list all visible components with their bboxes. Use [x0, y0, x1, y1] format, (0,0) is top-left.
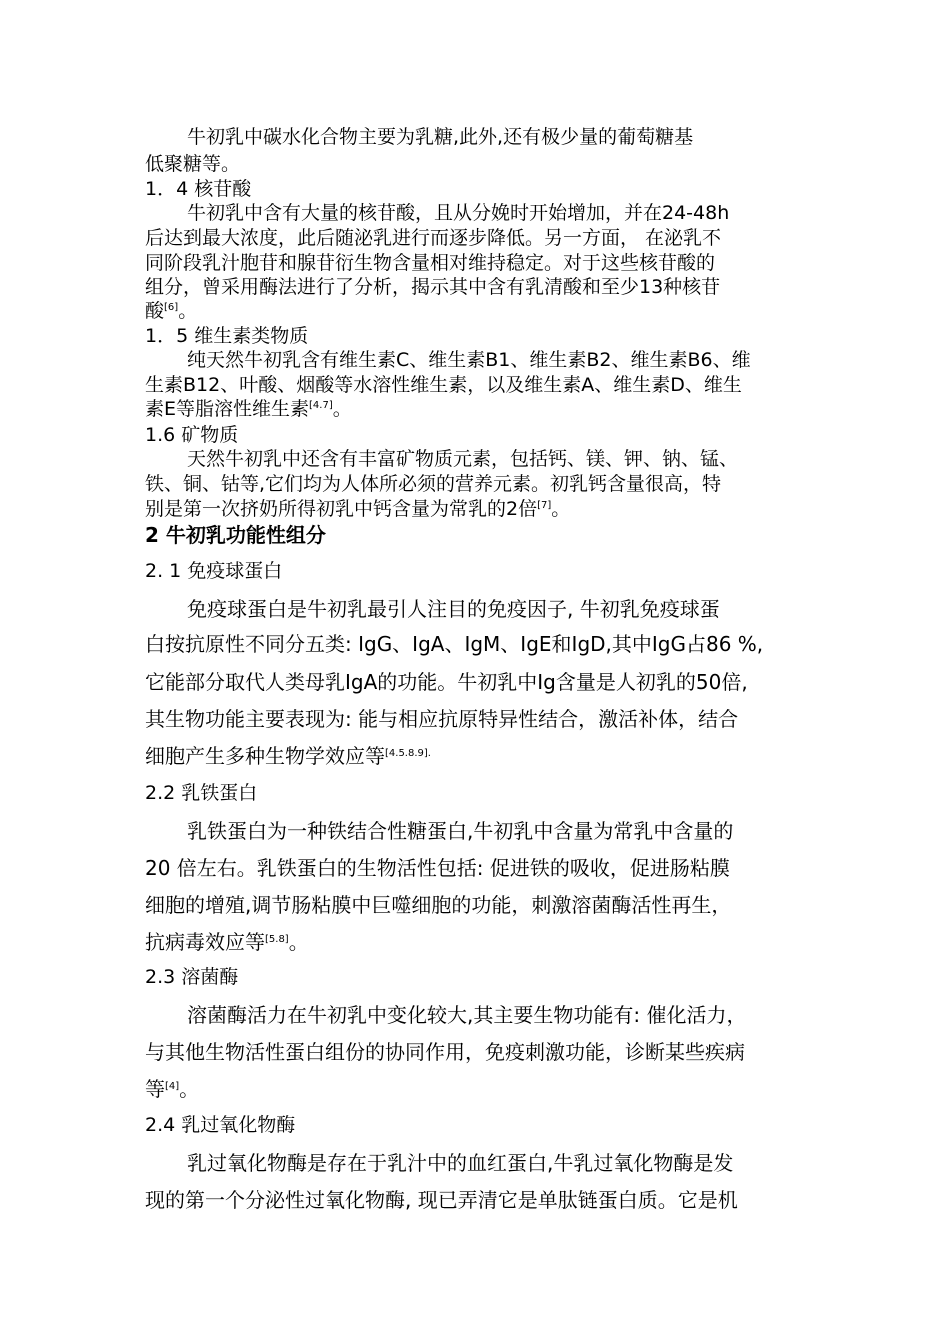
- lactoferrin-paragraph-line: 乳铁蛋白为一种铁结合性糖蛋白,牛初乳中含量为常乳中含量的: [187, 819, 734, 843]
- nucleotide-paragraph-line: 同阶段乳汁胞苷和腺苷衍生物含量相对维持稳定。对于这些核苷酸的: [145, 252, 716, 274]
- nucleotide-paragraph-line: [0, 302, 950, 321]
- carbohydrate-paragraph-line: 牛初乳中碳水化合物主要为乳糖,此外,还有极少量的葡萄糖基: [187, 126, 694, 148]
- heading-immunoglobulin: 2. 1 免疫球蛋白: [145, 560, 283, 582]
- line-text: 抗病毒效应等: [145, 930, 265, 954]
- heading-lysozyme: 2.3 溶菌酶: [145, 966, 239, 988]
- citation-ref: [6]: [164, 302, 179, 313]
- citation-ref: [4.5.8.9].: [385, 748, 431, 759]
- citation-ref: [5.8]: [265, 934, 289, 945]
- citation-ref: [4]: [165, 1081, 180, 1092]
- line-text: 等: [145, 1077, 165, 1101]
- lysozyme-paragraph-line: 溶菌酶活力在牛初乳中变化较大,其主要生物功能有: 催化活力，: [187, 1003, 747, 1027]
- lysozyme-paragraph-line: [0, 1079, 950, 1099]
- lactoferrin-paragraph-line: 20 倍左右。乳铁蛋白的生物活性包括: 促进铁的吸收，促进肠粘膜: [145, 856, 730, 880]
- line-end: 。: [178, 300, 198, 322]
- line-end: 。: [332, 398, 352, 420]
- lactoperoxidase-paragraph-line: 乳过氧化物酶是存在于乳汁中的血红蛋白,牛乳过氧化物酶是发: [187, 1151, 734, 1175]
- nucleotide-paragraph-line: 牛初乳中含有大量的核苷酸，且从分娩时开始增加，并在24-48h: [187, 202, 730, 224]
- immunoglobulin-paragraph-line: 它能部分取代人类母乳IgA的功能。牛初乳中Ig含量是人初乳的50倍,: [145, 670, 748, 694]
- mineral-paragraph-line: [0, 500, 950, 519]
- lactoferrin-paragraph-line: 细胞的增殖,调节肠粘膜中巨噬细胞的功能，刺激溶菌酶活性再生，: [145, 893, 732, 917]
- mineral-paragraph-line: 天然牛初乳中还含有丰富矿物质元素，包括钙、镁、钾、钠、锰、: [187, 448, 739, 470]
- carbohydrate-paragraph-line: 低聚糖等。: [145, 153, 241, 175]
- nucleotide-paragraph-line: 组分，曾采用酶法进行了分析，揭示其中含有乳清酸和至少13种核苷: [145, 276, 721, 298]
- section-heading-functional-components: 2 牛初乳功能性组分: [145, 523, 326, 547]
- heading-minerals: 1.6 矿物质: [145, 424, 239, 446]
- vitamin-paragraph-line: 纯天然牛初乳含有维生素C、维生素B1、维生素B2、维生素B6、维: [187, 349, 751, 371]
- heading-vitamins: 1．5 维生素类物质: [145, 325, 309, 347]
- lysozyme-paragraph-line: 与其他生物活性蛋白组份的协同作用，免疫刺激功能，诊断某些疾病: [145, 1040, 745, 1064]
- heading-lactoferrin: 2.2 乳铁蛋白: [145, 782, 258, 804]
- mineral-paragraph-line: 铁、铜、钴等,它们均为人体所必须的营养元素。初乳钙含量很高，特: [145, 473, 722, 495]
- line-end: 。: [551, 498, 571, 520]
- line-end: 。: [288, 930, 309, 954]
- vitamin-paragraph-line: [0, 400, 950, 419]
- immunoglobulin-paragraph-line: 其生物功能主要表现为: 能与相应抗原特异性结合，激活补体，结合: [145, 707, 739, 731]
- lactoperoxidase-paragraph-line: 现的第一个分泌性过氧化物酶, 现已弄清它是单肽链蛋白质。它是机: [145, 1188, 738, 1212]
- line-text: 细胞产生多种生物学效应等: [145, 744, 385, 768]
- citation-ref: [7]: [537, 500, 552, 511]
- line-text: 酸: [145, 300, 165, 322]
- immunoglobulin-paragraph-line: [0, 746, 950, 766]
- line-text: 别是第一次挤奶所得初乳中钙含量为常乳的2倍: [145, 498, 538, 520]
- heading-lactoperoxidase: 2.4 乳过氧化物酶: [145, 1114, 296, 1136]
- immunoglobulin-paragraph-line: 免疫球蛋白是牛初乳最引人注目的免疫因子, 牛初乳免疫球蛋: [187, 597, 720, 621]
- vitamin-paragraph-line: 生素B12、叶酸、烟酸等水溶性维生素，以及维生素A、维生素D、维生: [145, 374, 742, 396]
- heading-nucleotides: 1．4 核苷酸: [145, 178, 252, 200]
- line-end: 。: [179, 1077, 200, 1101]
- nucleotide-paragraph-line: 后达到最大浓度，此后随泌乳进行而逐步降低。另一方面， 在泌乳不: [145, 227, 722, 249]
- immunoglobulin-paragraph-line: 白按抗原性不同分五类: IgG、IgA、IgM、IgE和IgD,其中IgG占86 %,: [145, 632, 764, 656]
- citation-ref: [4.7]: [309, 400, 333, 411]
- line-text: 素E等脂溶性维生素: [145, 398, 310, 420]
- lactoferrin-paragraph-line: [0, 932, 950, 952]
